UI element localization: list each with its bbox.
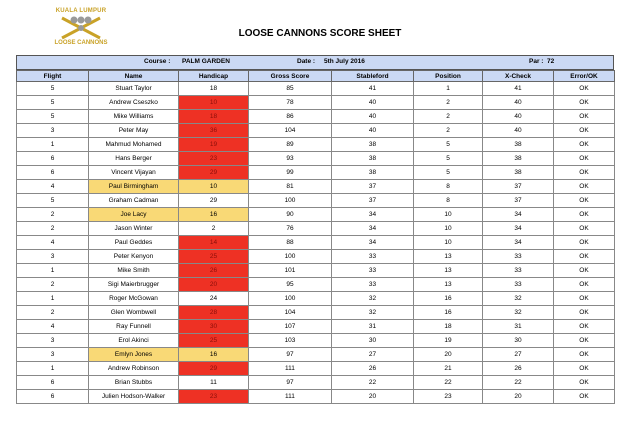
error-ok-cell: OK xyxy=(554,376,615,390)
col-header-name: Name xyxy=(89,71,179,82)
stableford-cell: 20 xyxy=(332,390,414,404)
x-check-cell: 38 xyxy=(483,138,554,152)
x-check-cell: 37 xyxy=(483,180,554,194)
table-row xyxy=(17,152,615,166)
stableford-cell: 34 xyxy=(332,208,414,222)
position-cell: 8 xyxy=(414,180,483,194)
stableford-cell: 38 xyxy=(332,152,414,166)
table-row xyxy=(17,278,615,292)
name-cell: Peter Kenyon xyxy=(89,250,179,264)
flight-cell: 5 xyxy=(17,96,89,110)
name-cell: Glen Wombwell xyxy=(89,306,179,320)
error-ok-cell: OK xyxy=(554,194,615,208)
error-ok-cell: OK xyxy=(554,334,615,348)
error-ok-cell: OK xyxy=(554,362,615,376)
flight-cell: 2 xyxy=(17,208,89,222)
table-row xyxy=(17,222,615,236)
handicap-cell: 29 xyxy=(179,194,249,208)
flight-cell: 2 xyxy=(17,306,89,320)
flight-cell: 1 xyxy=(17,292,89,306)
error-ok-cell: OK xyxy=(554,152,615,166)
flight-cell: 5 xyxy=(17,82,89,96)
gross-score-cell: 100 xyxy=(249,292,332,306)
stableford-cell: 38 xyxy=(332,166,414,180)
table-row xyxy=(17,376,615,390)
gross-score-cell: 103 xyxy=(249,334,332,348)
x-check-cell: 38 xyxy=(483,166,554,180)
name-cell: Vincent Vijayan xyxy=(89,166,179,180)
flight-cell: 5 xyxy=(17,194,89,208)
handicap-cell: 18 xyxy=(179,82,249,96)
handicap-cell: 25 xyxy=(179,250,249,264)
gross-score-cell: 104 xyxy=(249,124,332,138)
x-check-cell: 40 xyxy=(483,110,554,124)
error-ok-cell: OK xyxy=(554,236,615,250)
handicap-cell: 19 xyxy=(179,138,249,152)
name-cell: Ray Funnell xyxy=(89,320,179,334)
name-cell: Mahmud Mohamed xyxy=(89,138,179,152)
position-cell: 10 xyxy=(414,208,483,222)
x-check-cell: 20 xyxy=(483,390,554,404)
position-cell: 20 xyxy=(414,348,483,362)
gross-score-cell: 107 xyxy=(249,320,332,334)
name-cell: Paul Geddes xyxy=(89,236,179,250)
error-ok-cell: OK xyxy=(554,390,615,404)
gross-score-cell: 101 xyxy=(249,264,332,278)
error-ok-cell: OK xyxy=(554,348,615,362)
logo-bottom-text: LOOSE CANNONS xyxy=(54,40,108,46)
x-check-cell: 33 xyxy=(483,264,554,278)
handicap-cell: 16 xyxy=(179,348,249,362)
course-label: Course : xyxy=(144,58,171,65)
error-ok-cell: OK xyxy=(554,278,615,292)
name-cell: Andrew Cseszko xyxy=(89,96,179,110)
handicap-cell: 2 xyxy=(179,222,249,236)
x-check-cell: 22 xyxy=(483,376,554,390)
stableford-cell: 33 xyxy=(332,278,414,292)
flight-cell: 5 xyxy=(17,110,89,124)
gross-score-cell: 85 xyxy=(249,82,332,96)
gross-score-cell: 99 xyxy=(249,166,332,180)
par-value: 72 xyxy=(547,58,555,65)
handicap-cell: 36 xyxy=(179,124,249,138)
col-header-gross-score: Gross Score xyxy=(249,71,332,82)
handicap-cell: 29 xyxy=(179,362,249,376)
gross-score-cell: 90 xyxy=(249,208,332,222)
name-cell: Mike Williams xyxy=(89,110,179,124)
position-cell: 5 xyxy=(414,166,483,180)
gross-score-cell: 93 xyxy=(249,152,332,166)
handicap-cell: 30 xyxy=(179,320,249,334)
error-ok-cell: OK xyxy=(554,82,615,96)
stableford-cell: 37 xyxy=(332,194,414,208)
stableford-cell: 33 xyxy=(332,250,414,264)
flight-cell: 6 xyxy=(17,166,89,180)
par-label: Par : xyxy=(529,58,544,65)
stableford-cell: 26 xyxy=(332,362,414,376)
x-check-cell: 30 xyxy=(483,334,554,348)
col-header-error-ok: Error/OK xyxy=(554,71,615,82)
flight-cell: 1 xyxy=(17,362,89,376)
handicap-cell: 24 xyxy=(179,292,249,306)
x-check-cell: 34 xyxy=(483,208,554,222)
flight-cell: 4 xyxy=(17,236,89,250)
x-check-cell: 40 xyxy=(483,96,554,110)
col-header-x-check: X-Check xyxy=(483,71,554,82)
position-cell: 2 xyxy=(414,110,483,124)
stableford-cell: 37 xyxy=(332,180,414,194)
error-ok-cell: OK xyxy=(554,124,615,138)
position-cell: 19 xyxy=(414,334,483,348)
x-check-cell: 27 xyxy=(483,348,554,362)
position-cell: 2 xyxy=(414,96,483,110)
stableford-cell: 40 xyxy=(332,110,414,124)
position-cell: 1 xyxy=(414,82,483,96)
x-check-cell: 34 xyxy=(483,222,554,236)
gross-score-cell: 78 xyxy=(249,96,332,110)
name-cell: Julien Hodson-Walker xyxy=(89,390,179,404)
col-header-flight: Flight xyxy=(17,71,89,82)
table-row xyxy=(17,390,615,404)
error-ok-cell: OK xyxy=(554,222,615,236)
error-ok-cell: OK xyxy=(554,180,615,194)
error-ok-cell: OK xyxy=(554,96,615,110)
position-cell: 18 xyxy=(414,320,483,334)
position-cell: 10 xyxy=(414,222,483,236)
name-cell: Mike Smith xyxy=(89,264,179,278)
position-cell: 21 xyxy=(414,362,483,376)
x-check-cell: 37 xyxy=(483,194,554,208)
handicap-cell: 10 xyxy=(179,96,249,110)
flight-cell: 1 xyxy=(17,264,89,278)
table-header-row xyxy=(17,71,615,82)
gross-score-cell: 76 xyxy=(249,222,332,236)
stableford-cell: 41 xyxy=(332,82,414,96)
stableford-cell: 30 xyxy=(332,334,414,348)
x-check-cell: 33 xyxy=(483,278,554,292)
position-cell: 23 xyxy=(414,390,483,404)
table-row xyxy=(17,334,615,348)
handicap-cell: 28 xyxy=(179,306,249,320)
stableford-cell: 34 xyxy=(332,222,414,236)
x-check-cell: 38 xyxy=(483,152,554,166)
name-cell: Stuart Taylor xyxy=(89,82,179,96)
position-cell: 22 xyxy=(414,376,483,390)
x-check-cell: 31 xyxy=(483,320,554,334)
flight-cell: 6 xyxy=(17,390,89,404)
x-check-cell: 34 xyxy=(483,236,554,250)
name-cell: Roger McGowan xyxy=(89,292,179,306)
table-row xyxy=(17,110,615,124)
error-ok-cell: OK xyxy=(554,306,615,320)
stableford-cell: 22 xyxy=(332,376,414,390)
name-cell: Jason Winter xyxy=(89,222,179,236)
table-row xyxy=(17,124,615,138)
x-check-cell: 33 xyxy=(483,250,554,264)
col-header-position: Position xyxy=(414,71,483,82)
table-row xyxy=(17,138,615,152)
handicap-cell: 18 xyxy=(179,110,249,124)
gross-score-cell: 81 xyxy=(249,180,332,194)
position-cell: 13 xyxy=(414,278,483,292)
gross-score-cell: 111 xyxy=(249,362,332,376)
stableford-cell: 32 xyxy=(332,292,414,306)
gross-score-cell: 104 xyxy=(249,306,332,320)
flight-cell: 3 xyxy=(17,124,89,138)
date-label: Date : xyxy=(297,58,316,65)
position-cell: 13 xyxy=(414,250,483,264)
flight-cell: 6 xyxy=(17,152,89,166)
x-check-cell: 41 xyxy=(483,82,554,96)
position-cell: 8 xyxy=(414,194,483,208)
position-cell: 2 xyxy=(414,124,483,138)
table-row xyxy=(17,292,615,306)
position-cell: 13 xyxy=(414,264,483,278)
position-cell: 5 xyxy=(414,152,483,166)
table-row xyxy=(17,208,615,222)
table-row xyxy=(17,166,615,180)
col-header-handicap: Handicap xyxy=(179,71,249,82)
handicap-cell: 10 xyxy=(179,180,249,194)
name-cell: Andrew Robinson xyxy=(89,362,179,376)
error-ok-cell: OK xyxy=(554,250,615,264)
position-cell: 5 xyxy=(414,138,483,152)
gross-score-cell: 111 xyxy=(249,390,332,404)
handicap-cell: 20 xyxy=(179,278,249,292)
gross-score-cell: 100 xyxy=(249,250,332,264)
table-row xyxy=(17,236,615,250)
error-ok-cell: OK xyxy=(554,166,615,180)
table-row xyxy=(17,250,615,264)
flight-cell: 6 xyxy=(17,376,89,390)
stableford-cell: 34 xyxy=(332,236,414,250)
table-row xyxy=(17,180,615,194)
name-cell: Erol Akinci xyxy=(89,334,179,348)
flight-cell: 2 xyxy=(17,278,89,292)
flight-cell: 3 xyxy=(17,348,89,362)
handicap-cell: 25 xyxy=(179,334,249,348)
stableford-cell: 32 xyxy=(332,306,414,320)
gross-score-cell: 97 xyxy=(249,348,332,362)
error-ok-cell: OK xyxy=(554,264,615,278)
flight-cell: 4 xyxy=(17,180,89,194)
flight-cell: 1 xyxy=(17,138,89,152)
name-cell: Sigi Maierbrugger xyxy=(89,278,179,292)
error-ok-cell: OK xyxy=(554,208,615,222)
table-row xyxy=(17,306,615,320)
score-table xyxy=(16,70,615,404)
name-cell: Hans Berger xyxy=(89,152,179,166)
name-cell: Peter May xyxy=(89,124,179,138)
table-row xyxy=(17,96,615,110)
x-check-cell: 32 xyxy=(483,306,554,320)
stableford-cell: 38 xyxy=(332,138,414,152)
position-cell: 16 xyxy=(414,306,483,320)
handicap-cell: 23 xyxy=(179,152,249,166)
flight-cell: 2 xyxy=(17,222,89,236)
stableford-cell: 31 xyxy=(332,320,414,334)
name-cell: Joe Lacy xyxy=(89,208,179,222)
date-value: 5th July 2016 xyxy=(324,58,365,65)
flight-cell: 4 xyxy=(17,320,89,334)
error-ok-cell: OK xyxy=(554,110,615,124)
handicap-cell: 11 xyxy=(179,376,249,390)
table-row xyxy=(17,82,615,96)
gross-score-cell: 86 xyxy=(249,110,332,124)
stableford-cell: 40 xyxy=(332,124,414,138)
course-value: PALM GARDEN xyxy=(182,58,230,65)
table-row xyxy=(17,264,615,278)
flight-cell: 3 xyxy=(17,334,89,348)
course-info-bar xyxy=(16,55,614,70)
stableford-cell: 27 xyxy=(332,348,414,362)
position-cell: 10 xyxy=(414,236,483,250)
name-cell: Brian Stubbs xyxy=(89,376,179,390)
logo-top-text: KUALA LUMPUR xyxy=(55,8,107,14)
handicap-cell: 16 xyxy=(179,208,249,222)
handicap-cell: 29 xyxy=(179,166,249,180)
handicap-cell: 14 xyxy=(179,236,249,250)
name-cell: Paul Birmingham xyxy=(89,180,179,194)
position-cell: 16 xyxy=(414,292,483,306)
x-check-cell: 40 xyxy=(483,124,554,138)
gross-score-cell: 95 xyxy=(249,278,332,292)
table-row xyxy=(17,194,615,208)
gross-score-cell: 97 xyxy=(249,376,332,390)
handicap-cell: 23 xyxy=(179,390,249,404)
gross-score-cell: 100 xyxy=(249,194,332,208)
error-ok-cell: OK xyxy=(554,320,615,334)
stableford-cell: 40 xyxy=(332,96,414,110)
x-check-cell: 26 xyxy=(483,362,554,376)
error-ok-cell: OK xyxy=(554,292,615,306)
table-row xyxy=(17,348,615,362)
flight-cell: 3 xyxy=(17,250,89,264)
x-check-cell: 32 xyxy=(483,292,554,306)
error-ok-cell: OK xyxy=(554,138,615,152)
name-cell: Graham Cadman xyxy=(89,194,179,208)
table-row xyxy=(17,362,615,376)
page-title: LOOSE CANNONS SCORE SHEET xyxy=(238,28,402,39)
handicap-cell: 26 xyxy=(179,264,249,278)
stableford-cell: 33 xyxy=(332,264,414,278)
gross-score-cell: 88 xyxy=(249,236,332,250)
table-row xyxy=(17,320,615,334)
col-header-stableford: Stableford xyxy=(332,71,414,82)
name-cell: Emlyn Jones xyxy=(89,348,179,362)
gross-score-cell: 89 xyxy=(249,138,332,152)
